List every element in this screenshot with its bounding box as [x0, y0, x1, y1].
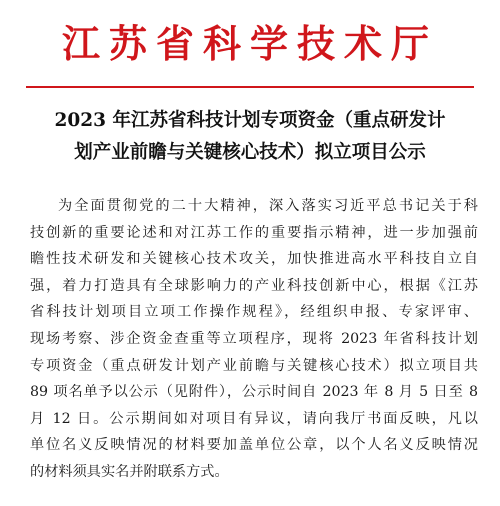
- body-line-3: 瞻性技术研发和关键核心技术攻关，加快推进高水平科技自立自: [30, 251, 478, 268]
- body-line-10: 单位名义反映情况的材料要加盖单位公章，以个人名义反映情况: [30, 437, 478, 454]
- body-line-5: 省科技计划项目立项工作操作规程》，经组织申报、专家评审、: [30, 304, 478, 321]
- body-line-7: 专项资金（重点研发计划产业前瞻与关键核心技术）拟立项目共: [30, 357, 478, 374]
- title-line-2: 划产业前瞻与关键核心技术）拟立项目公示: [74, 142, 426, 163]
- body-line-9: 月 12 日。公示期间如对项目有异议，请向我厅书面反映，凡以: [30, 410, 478, 427]
- masthead-org-name: 江苏省科学技术厅: [61, 22, 438, 66]
- notice-body: [30, 193, 478, 486]
- body-line-4: 强，着力打造具有全球影响力的产业科技创新中心，根据《江苏: [30, 277, 478, 294]
- body-line-11: 的材料须具实名并附联系方式。: [30, 463, 229, 480]
- body-line-8: 89 项名单予以公示（见附件），公示时间自 2023 年 8 月 5 日至 8: [30, 384, 478, 401]
- masthead-red-rule: [26, 86, 474, 88]
- body-line-2: 技创新的重要论述和对江苏工作的重要指示精神，进一步加强前: [30, 224, 478, 241]
- document-title: [20, 105, 480, 169]
- title-line-1: 2023 年江苏省科技计划专项资金（重点研发计: [54, 110, 446, 131]
- body-line-6: 现场考察、涉企资金查重等立项程序，现将 2023 年省科技计划: [30, 330, 478, 347]
- body-line-1: 为全面贯彻党的二十大精神，深入落实习近平总书记关于科: [58, 198, 478, 214]
